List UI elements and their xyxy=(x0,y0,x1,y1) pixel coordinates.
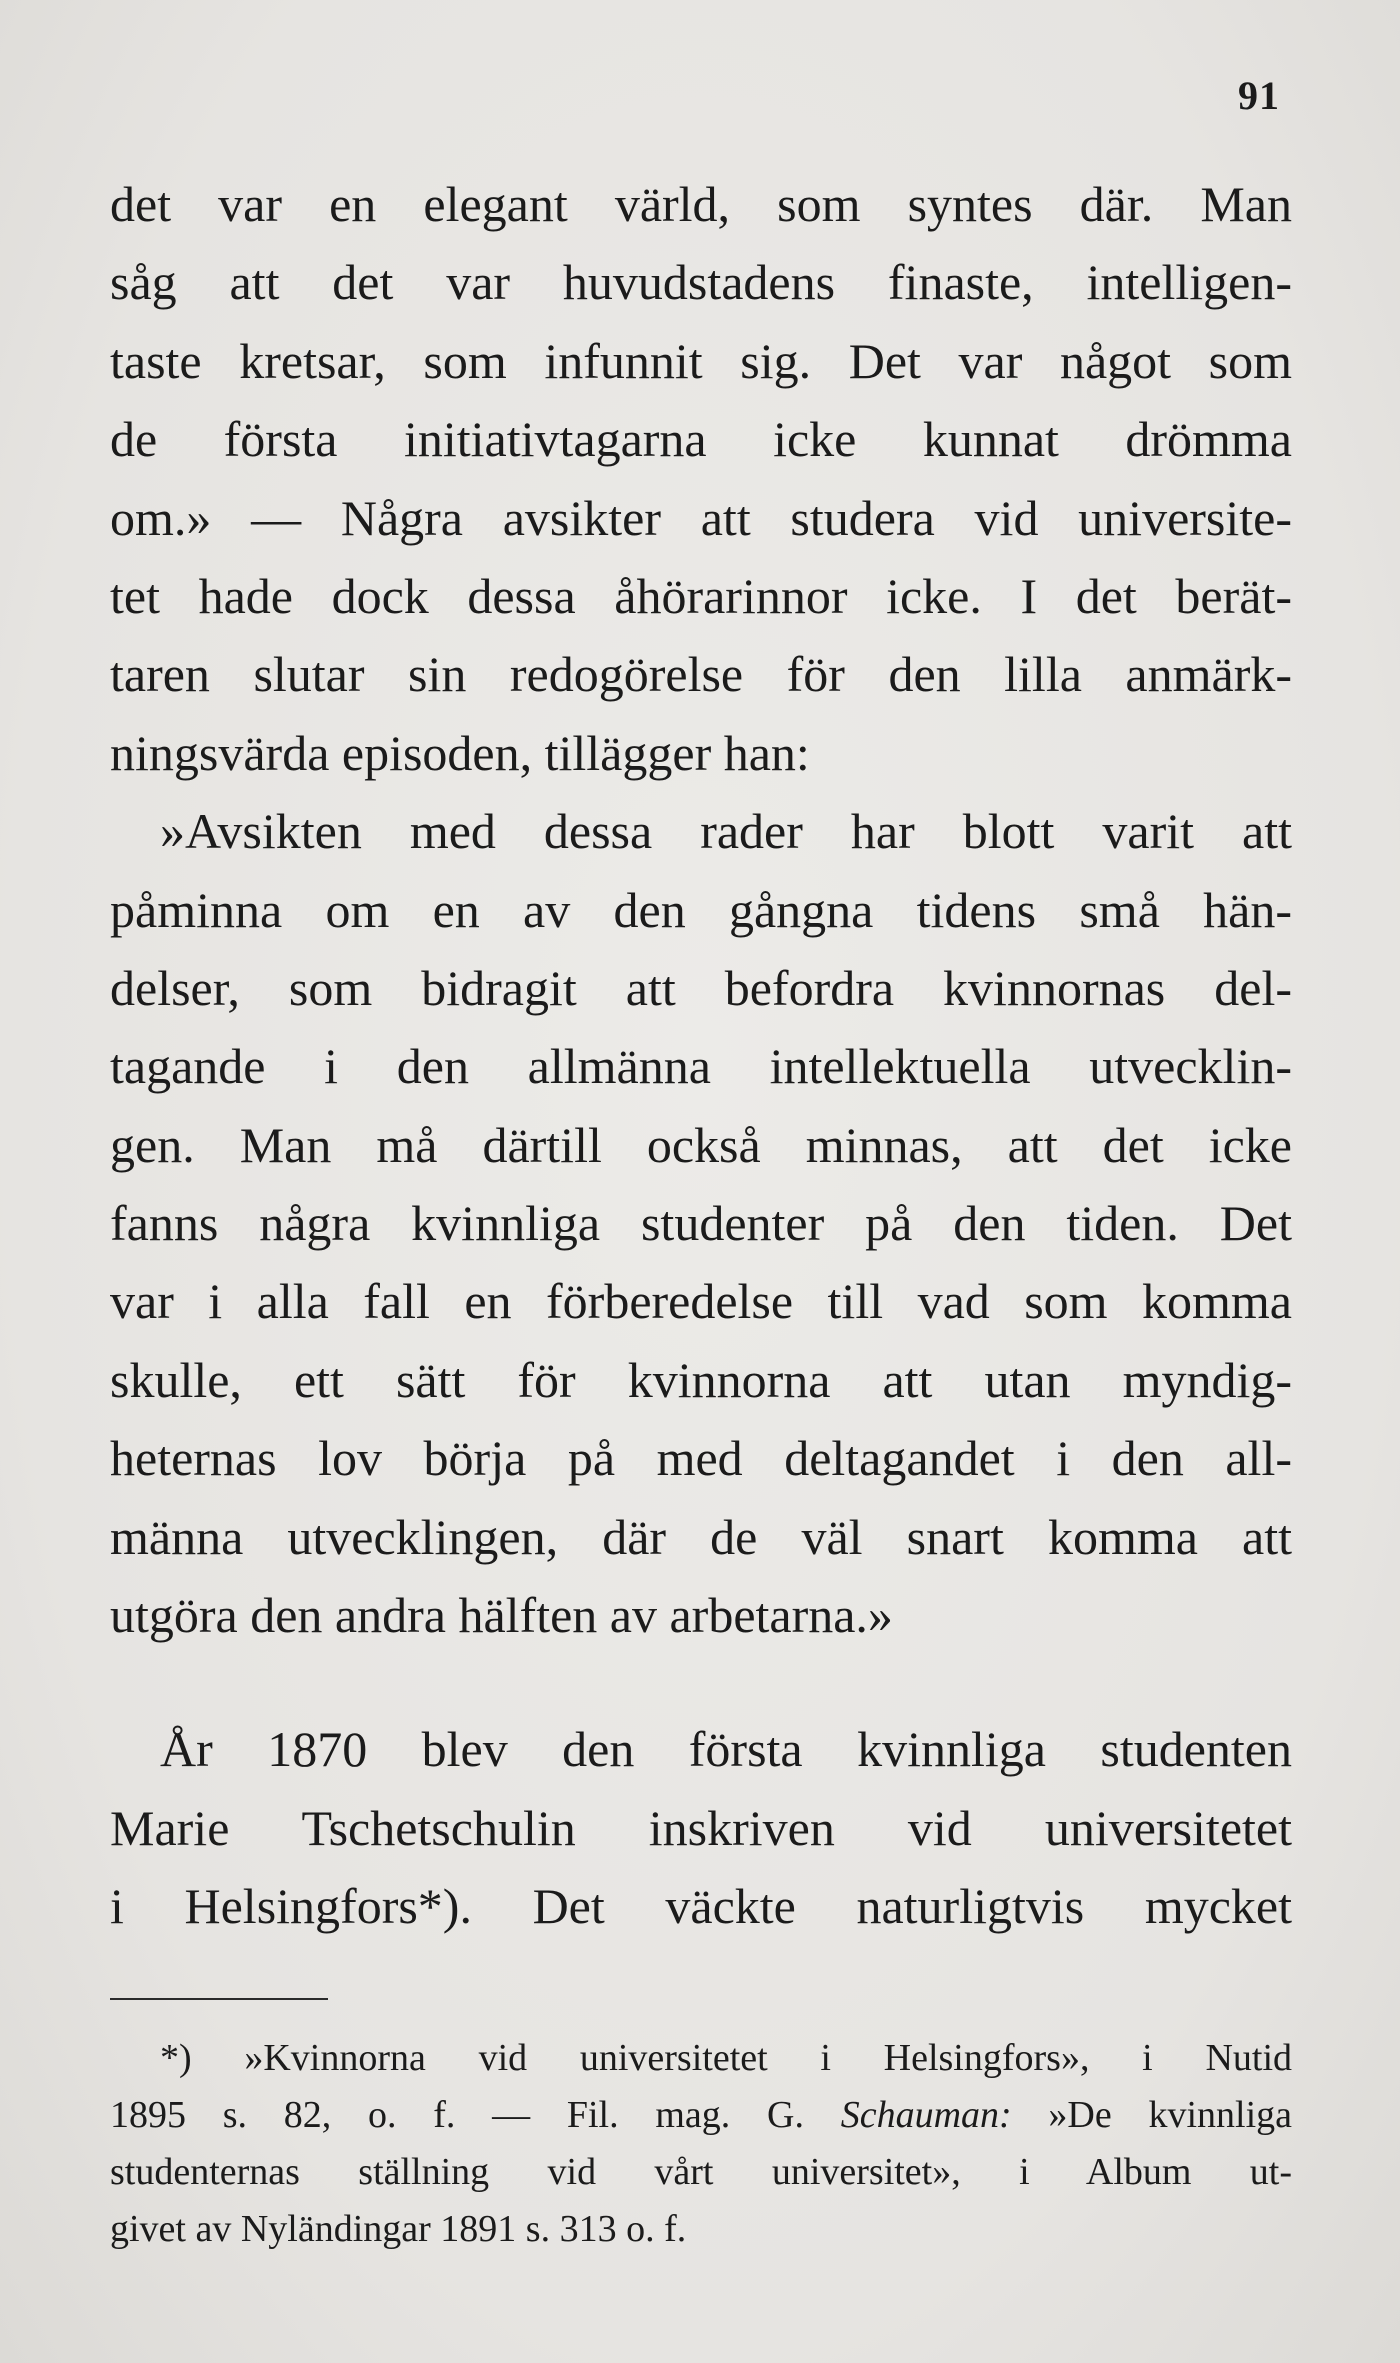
footnote xyxy=(110,2030,1292,2258)
footnote-author-italic: Schauman: xyxy=(840,2094,1012,2136)
text-line: var i alla fall en förberedelse till vad som komma xyxy=(110,1273,1292,1330)
paragraph-3 xyxy=(110,1710,1292,1945)
footnote-line: *) »Kvinnorna vid universitetet i Helsingfors», i Nutid xyxy=(160,2037,1292,2079)
page-number: 91 xyxy=(1238,73,1280,118)
text-line: delser, som bidragit att befordra kvinnornas del- xyxy=(110,959,1292,1016)
paragraph-1 xyxy=(110,165,1292,792)
text-line: utgöra den andra hälften av arbetarna.» xyxy=(110,1587,893,1644)
main-text xyxy=(110,165,1292,1946)
text-line: fanns några kvinnliga studenter på den tiden. Det xyxy=(110,1195,1292,1252)
text-line: heternas lov börja på med deltagandet i den all- xyxy=(110,1430,1292,1487)
text-line: i Helsingfors*). Det väckte naturligtvis mycket xyxy=(110,1878,1292,1935)
text-line: tagande i den allmänna intellektuella utvecklin- xyxy=(110,1038,1292,1095)
footnote-line: studenternas ställning vid vårt universitet», i Album ut- xyxy=(110,2151,1292,2193)
footnote-line xyxy=(110,2087,1292,2144)
text-line: om.» — Några avsikter att studera vid universite- xyxy=(110,489,1292,546)
text-line: tet hade dock dessa åhörarinnor icke. I det berät- xyxy=(110,567,1292,624)
text-line: skulle, ett sätt för kvinnorna att utan myndig- xyxy=(110,1351,1292,1408)
text-line: År 1870 blev den första kvinnliga studenten xyxy=(160,1721,1292,1778)
text-line: såg att det var huvudstadens finaste, intelligen- xyxy=(110,254,1292,311)
text-line: Marie Tschetschulin inskriven vid universitetet xyxy=(110,1799,1292,1856)
text-line: männa utvecklingen, där de väl snart komma att xyxy=(110,1508,1292,1565)
paragraph-spacer xyxy=(110,1654,1292,1710)
text-line: de första initiativtagarna icke kunnat drömma xyxy=(110,411,1292,468)
footnote-divider xyxy=(110,1998,328,2000)
text-line: »Avsikten med dessa rader har blott varit att xyxy=(160,803,1292,860)
text-line: påminna om en av den gångna tidens små hän- xyxy=(110,881,1292,938)
text-line: taste kretsar, som infunnit sig. Det var något som xyxy=(110,332,1292,389)
text-line: det var en elegant värld, som syntes där. Man xyxy=(110,176,1292,232)
text-line: ningsvärda episoden, tillägger han: xyxy=(110,724,810,781)
text-line: gen. Man må därtill också minnas, att det icke xyxy=(110,1116,1292,1173)
paragraph-2 xyxy=(110,792,1292,1654)
text-line: taren slutar sin redogörelse för den lilla anmärk- xyxy=(110,646,1292,703)
footnote-line: givet av Nyländingar 1891 s. 313 o. f. xyxy=(110,2208,687,2250)
footnote-text: »De kvinnliga xyxy=(1011,2094,1292,2136)
footnote-text: 1895 s. 82, o. f. — Fil. mag. G. xyxy=(110,2094,841,2136)
